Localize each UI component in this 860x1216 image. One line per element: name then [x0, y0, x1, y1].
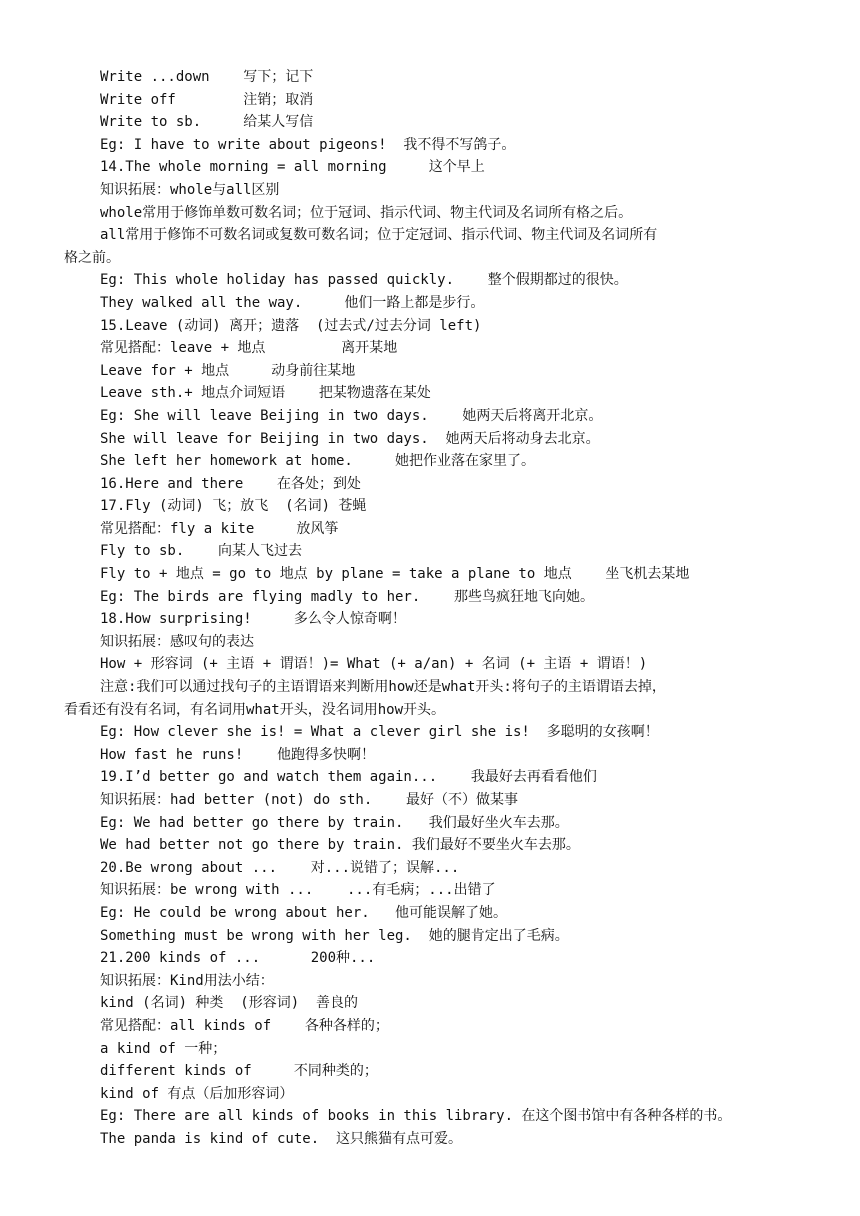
text-line: Write off 注销；取消	[100, 91, 314, 108]
text-line: whole常用于修饰单数可数名词；位于冠词、指示代词、物主代词及名词所有格之后。	[100, 204, 633, 221]
text-line: Eg: There are all kinds of books in this library. 在这个图书馆中有各种各样的书。	[100, 1108, 732, 1125]
text-line: all常用于修饰不可数名词或复数可数名词；位于定冠词、指示代词、物主代词及名词所有	[100, 227, 658, 244]
text-line: 注意:我们可以通过找句子的主语谓语来判断用how还是what开头:将句子的主语谓语去掉，	[100, 679, 666, 696]
text-line: We had better not go there by train. 我们最好不要坐火车去那。	[100, 837, 580, 854]
text-line: 格之前。	[64, 249, 120, 266]
text-line: Eg: He could be wrong about her. 他可能误解了她。	[100, 904, 508, 921]
text-line: kind (名词) 种类 (形容词) 善良的	[100, 995, 359, 1012]
text-line: Leave for + 地点 动身前往某地	[100, 362, 356, 379]
text-line: kind of 有点（后加形容词）	[100, 1085, 294, 1102]
text-line: a kind of 一种；	[100, 1040, 227, 1057]
text-line: The panda is kind of cute. 这只熊猫有点可爱。	[100, 1130, 463, 1147]
text-line: Eg: This whole holiday has passed quickly. 整个假期都过的很快。	[100, 272, 628, 289]
text-line: 知识拓展：had better (not) do sth. 最好（不）做某事	[100, 792, 519, 808]
text-line: Eg: I have to write about pigeons! 我不得不写鸽子。	[100, 136, 516, 153]
text-line: 知识拓展：whole与all区别	[100, 181, 280, 198]
text-line: 常见搭配：all kinds of 各种各样的；	[100, 1017, 389, 1034]
text-line: Write to sb. 给某人写信	[100, 114, 314, 131]
text-line: Fly to + 地点 = go to 地点 by plane = take a plane to 地点 坐飞机去某地	[100, 566, 690, 583]
text-line: 16.Here and there 在各处；到处	[100, 475, 362, 492]
text-line: 看看还有没有名词，有名词用what开头，没名词用how开头。	[64, 701, 445, 718]
text-line: 常见搭配：leave + 地点 离开某地	[100, 340, 398, 357]
text-line: How fast he runs! 他跑得多快啊！	[100, 746, 376, 763]
text-line: She will leave for Beijing in two days. 她两天后将动身去北京。	[100, 430, 600, 447]
document-body	[0, 66, 860, 1151]
text-line: Eg: We had better go there by train. 我们最好坐火车去那。	[100, 814, 569, 831]
text-line: She left her homework at home. 她把作业落在家里了。	[100, 453, 536, 470]
text-line: How + 形容词 (+ 主语 + 谓语！)= What (+ a/an) + 名词 (+ 主语 + 谓语！)	[100, 656, 648, 673]
text-line: 19.I’d better go and watch them again... 我最好去再看看他们	[100, 769, 597, 786]
text-line: 21.200 kinds of ... 200种...	[100, 950, 376, 967]
text-line: 15.Leave (动词) 离开；遗落 (过去式/过去分词 left)	[100, 317, 482, 334]
text-line: Leave sth.+ 地点介词短语 把某物遗落在某处	[100, 385, 431, 402]
text-line: different kinds of 不同种类的；	[100, 1063, 378, 1080]
text-line: 20.Be wrong about ... 对...说错了；误解...	[100, 859, 460, 876]
text-line: 18.How surprising! 多么令人惊奇啊！	[100, 611, 406, 628]
text-line: 常见搭配：fly a kite 放风筝	[100, 520, 339, 537]
text-line: 14.The whole morning = all morning 这个早上	[100, 159, 485, 176]
text-line: Eg: The birds are flying madly to her. 那些鸟疯狂地飞向她。	[100, 588, 595, 605]
text-line: Something must be wrong with her leg. 她的腿肯定出了毛病。	[100, 927, 569, 944]
text-line: Write ...down 写下；记下	[100, 69, 314, 85]
text-line: 知识拓展：be wrong with ... ...有毛病；...出错了	[100, 882, 496, 899]
text-line: 知识拓展：感叹句的表达	[100, 633, 254, 650]
text-line: Eg: How clever she is! = What a clever girl she is! 多聪明的女孩啊！	[100, 724, 659, 741]
text-line: 知识拓展：Kind用法小结：	[100, 972, 274, 989]
text-line: Fly to sb. 向某人飞过去	[100, 543, 303, 560]
text-line: 17.Fly (动词) 飞；放飞 (名词) 苍蝇	[100, 498, 367, 515]
text-line: They walked all the way. 他们一路上都是步行。	[100, 294, 485, 311]
text-line: Eg: She will leave Beijing in two days. 她两天后将离开北京。	[100, 407, 603, 424]
